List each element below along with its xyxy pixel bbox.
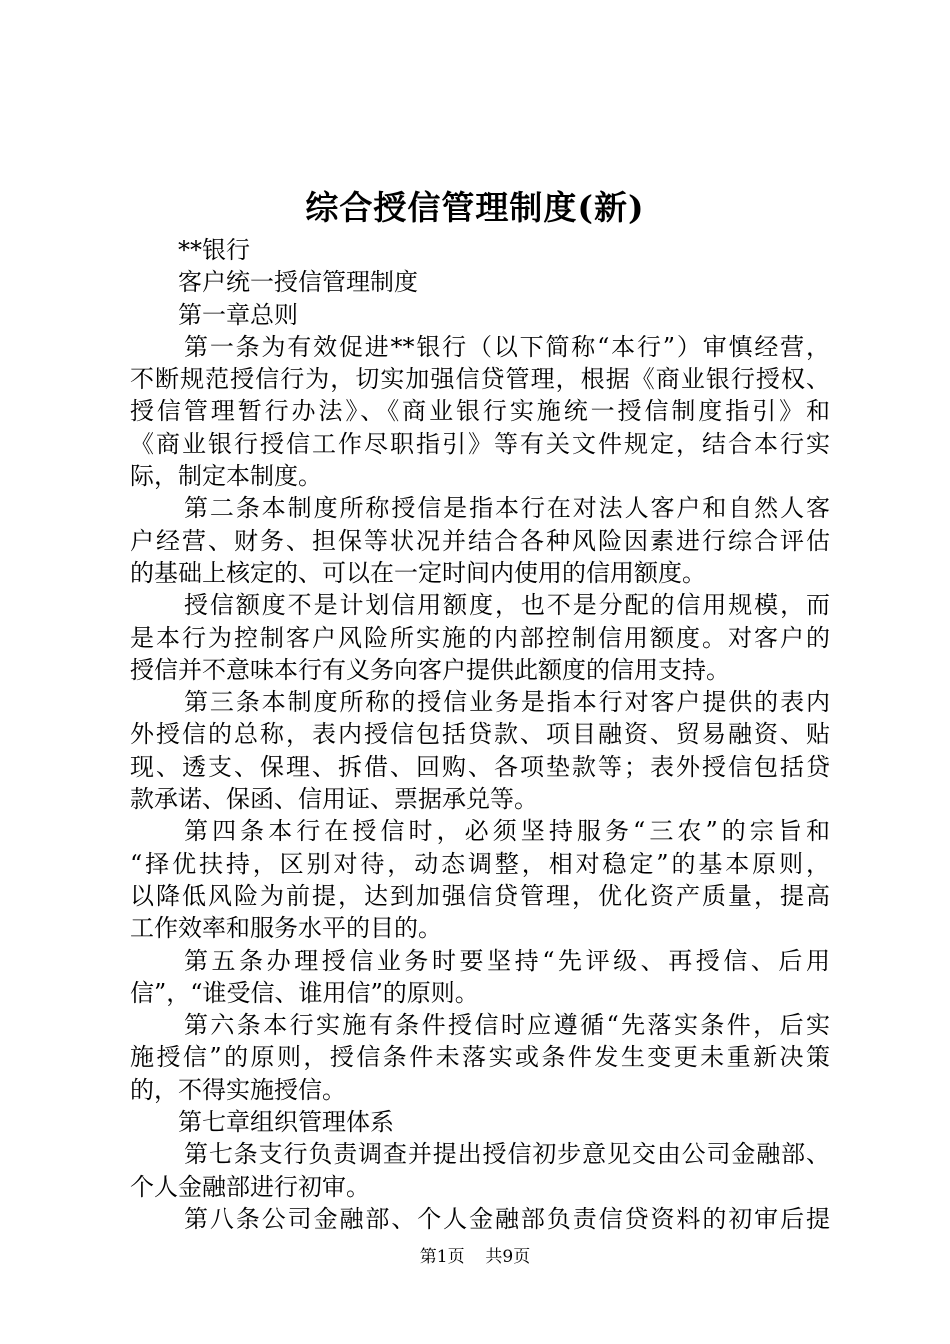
text-line: 款承诺、保函、信用证、票据承兑等。 bbox=[130, 785, 538, 814]
page-number: 第1页 bbox=[419, 1247, 465, 1267]
text-line: 第八条公司金融部、个人金融部负责信贷资料的初审后提 bbox=[184, 1204, 830, 1233]
text-line: 第七章组织管理体系 bbox=[178, 1108, 394, 1137]
page-footer bbox=[0, 1245, 950, 1269]
text-line: 《商业银行授信工作尽职指引》等有关文件规定，结合本行实 bbox=[130, 429, 830, 458]
text-line: 授信额度不是计划信用额度，也不是分配的信用规模，而 bbox=[184, 591, 830, 620]
text-line: 授信并不意味本行有义务向客户提供此额度的信用支持。 bbox=[130, 655, 730, 684]
text-line: 的，不得实施授信。 bbox=[130, 1075, 346, 1104]
text-line: 是本行为控制客户风险所实施的内部控制信用额度。对客户的 bbox=[130, 623, 830, 652]
text-line: **银行 bbox=[178, 236, 250, 264]
text-line: 第二条本制度所称授信是指本行在对法人客户和自然人客 bbox=[184, 494, 830, 523]
text-line: 以降低风险为前提，达到加强信贷管理，优化资产质量，提高 bbox=[130, 881, 830, 910]
document-title: 综合授信管理制度(新) bbox=[305, 188, 645, 227]
text-line: 第四条本行在授信时，必须坚持服务“三农”的宗旨和 bbox=[184, 817, 830, 846]
page-total: 共9页 bbox=[485, 1247, 531, 1267]
text-line: 户经营、财务、担保等状况并结合各种风险因素进行综合评估 bbox=[130, 526, 830, 555]
text-line: 施授信”的原则，授信条件未落实或条件发生变更未重新决策 bbox=[130, 1043, 830, 1072]
text-line: 第一章总则 bbox=[178, 300, 298, 329]
text-line: 授信管理暂行办法》、《商业银行实施统一授信制度指引》和 bbox=[130, 397, 830, 426]
text-line: 客户统一授信管理制度 bbox=[178, 268, 418, 297]
text-line: 的基础上核定的、可以在一定时间内使用的信用额度。 bbox=[130, 558, 706, 587]
text-line: 第一条为有效促进**银行（以下简称“本行”）审慎经营， bbox=[184, 332, 830, 361]
text-line: 信”，“谁受信、谁用信”的原则。 bbox=[130, 978, 479, 1007]
document-body bbox=[130, 234, 830, 1235]
text-line: 个人金融部进行初审。 bbox=[130, 1172, 370, 1201]
text-line: 第七条支行负责调查并提出授信初步意见交由公司金融部、 bbox=[184, 1140, 830, 1169]
text-line: 际，制定本制度。 bbox=[130, 462, 322, 491]
text-line: 不断规范授信行为，切实加强信贷管理，根据《商业银行授权、 bbox=[130, 365, 830, 394]
text-line: “择优扶持，区别对待，动态调整，相对稳定”的基本原则， bbox=[130, 849, 830, 878]
text-line: 第六条本行实施有条件授信时应遵循“先落实条件，后实 bbox=[184, 1011, 830, 1040]
text-line: 第三条本制度所称的授信业务是指本行对客户提供的表内 bbox=[184, 688, 830, 717]
text-line: 外授信的总称，表内授信包括贷款、项目融资、贸易融资、贴 bbox=[130, 720, 830, 749]
text-line: 工作效率和服务水平的目的。 bbox=[130, 914, 442, 943]
text-line: 第五条办理授信业务时要坚持“先评级、再授信、后用 bbox=[184, 946, 830, 975]
text-line: 现、透支、保理、拆借、回购、各项垫款等；表外授信包括贷 bbox=[130, 752, 830, 781]
